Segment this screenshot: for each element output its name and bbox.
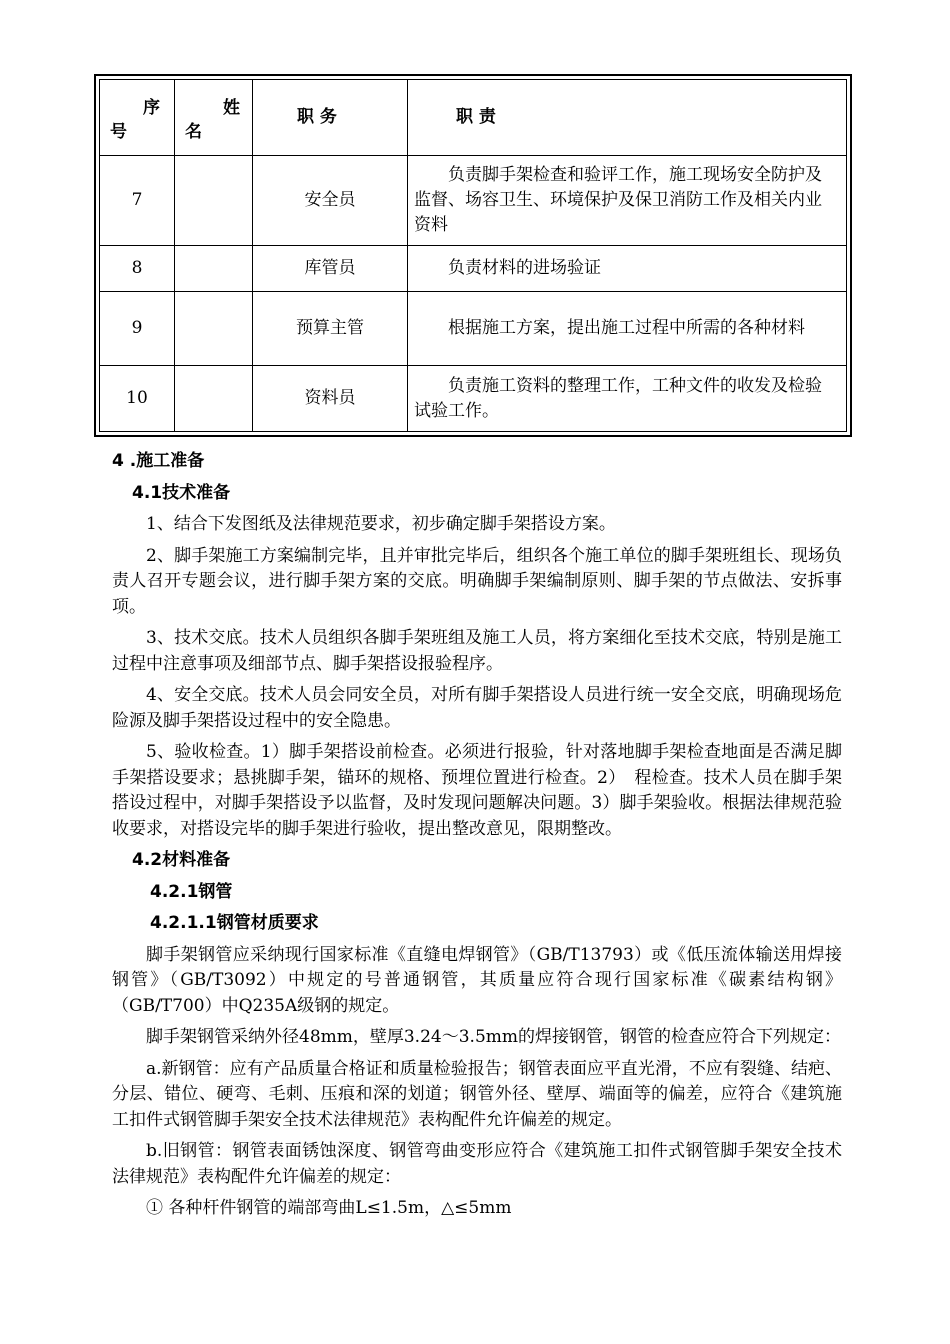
cell-name [175,246,253,292]
cell-duty: 负责脚手架检查和验评工作，施工现场安全防护及监督、场容卫生、环境保护及保卫消防工作及相关内业资料 [408,156,847,246]
paragraph: 4、安全交底。技术人员会同安全员，对所有脚手架搭设人员进行统一安全交底，明确现场危险源及脚手架搭设过程中的安全隐患。 [112,685,842,731]
paragraph: a.新钢管：应有产品质量合格证和质量检验报告；钢管表面应平直光滑，不应有裂缝、结疤、分层、错位、硬弯、毛刺、压痕和深的划道；钢管外径、壁厚、端面等的偏差，应符合《建筑施工扣件式钢管脚手架安全技术法律规范》表构配件允许偏差的规定。 [112,1058,842,1130]
table-row [100,366,847,432]
cell-no: 7 [100,156,175,246]
cell-no: 10 [100,366,175,432]
section-heading-4: 4 .施工准备 [112,451,205,471]
paragraph: 脚手架钢管应采纳现行国家标准《直缝电焊钢管》（GB/T13793）或《低压流体输送用焊接钢管》（GB/T3092）中规定的号普通钢管，其质量应符合现行国家标准《碳素结构钢》（GB/T700）中Q235A级钢的规定。 [112,944,842,1016]
table-row [100,156,847,246]
paragraph: 3、技术交底。技术人员组织各脚手架班组及施工人员，将方案细化至技术交底，特别是施工过程中注意事项及细部节点、脚手架搭设报验程序。 [112,628,842,674]
cell-position: 预算主管 [253,292,408,366]
section-heading-4-2-1: 4.2.1钢管 [150,881,233,902]
section-heading-4-1: 4.1技术准备 [132,482,231,503]
paragraph: 2、脚手架施工方案编制完毕，且并审批完毕后，组织各个施工单位的脚手架班组长、现场负责人召开专题会议，进行脚手架方案的交底。明确脚手架编制原则、脚手架的节点做法、安拆事项。 [112,545,842,617]
cell-no: 8 [100,246,175,292]
header-position: 职 务 [253,80,408,156]
document-body [112,445,842,1228]
section-heading-4-2: 4.2材料准备 [132,850,231,870]
header-duty: 职 责 [408,80,847,156]
table-row [100,292,847,366]
cell-duty: 负责材料的进场验证 [408,246,847,292]
header-name: 姓 名 [175,80,253,156]
table-row [100,246,847,292]
cell-name [175,366,253,432]
table-header-row [100,80,847,156]
paragraph: 脚手架钢管采纳外径48mm，壁厚3.24～3.5mm的焊接钢管，钢管的检查应符合下列规定： [146,1027,841,1047]
cell-position: 库管员 [253,246,408,292]
cell-position: 资料员 [253,366,408,432]
cell-position: 安全员 [253,156,408,246]
section-heading-4-2-1-1: 4.2.1.1钢管材质要求 [150,913,319,933]
paragraph: 1、结合下发图纸及法律规范要求，初步确定脚手架搭设方案。 [146,514,616,534]
staff-duty-table [99,79,847,432]
paragraph: 5、验收检查。1）脚手架搭设前检查。必须进行报验，针对落地脚手架检查地面是否满足脚手架搭设要求；悬挑脚手架，锚环的规格、预埋位置进行检查。2） 程检查。技术人员在脚手架搭设过程中，对脚手架搭设予以监督，及时发现问题解决问题。3）脚手架验收。根据法律规范验收要求，对搭设完毕的脚手架进行验收，提出整改意见，限期整改。 [112,742,842,839]
cell-no: 9 [100,292,175,366]
cell-duty: 负责施工资料的整理工作，工种文件的收发及检验试验工作。 [408,366,847,432]
paragraph: ① 各种杆件钢管的端部弯曲L≤1.5m，△≤5mm [146,1198,512,1218]
cell-name [175,292,253,366]
staff-duty-table-frame [94,74,852,437]
header-serial-number: 序 号 [100,80,175,156]
cell-duty: 根据施工方案，提出施工过程中所需的各种材料 [408,292,847,366]
paragraph: b.旧钢管：钢管表面锈蚀深度、钢管弯曲变形应符合《建筑施工扣件式钢管脚手架安全技术法律规范》表构配件允许偏差的规定： [112,1141,842,1187]
cell-name [175,156,253,246]
